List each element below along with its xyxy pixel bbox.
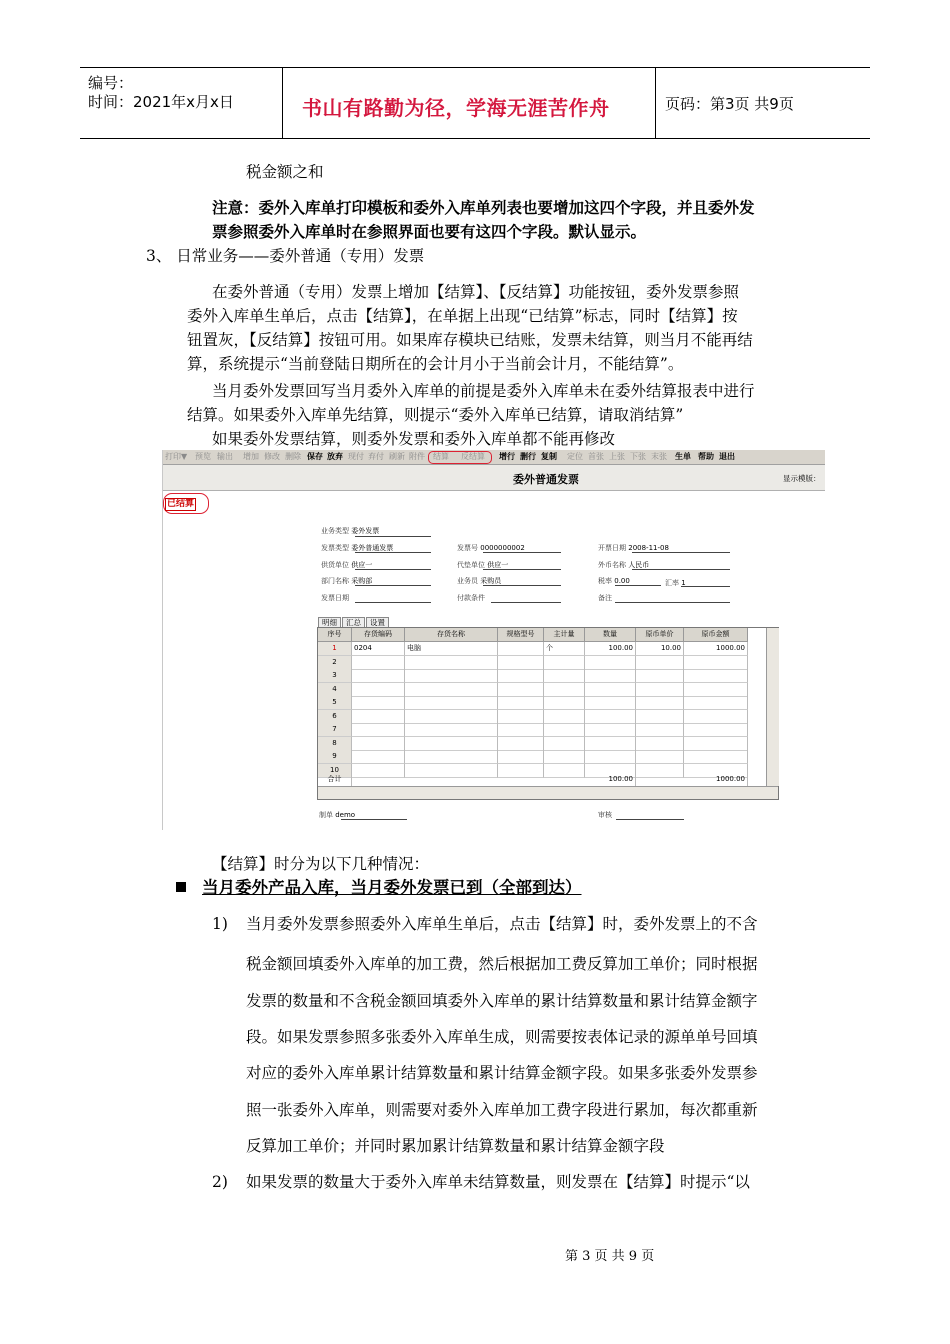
para1-line2: 委外入库单生单后，点击【结算】，在单据上出现“已结算”标志，同时【结算】按 (187, 307, 738, 325)
toolbar-generate[interactable]: 生单 (675, 452, 691, 461)
para3: 如果委外发票结算，则委外发票和委外入库单都不能再修改 (212, 430, 616, 448)
grid-cell-no[interactable]: 5 (318, 696, 352, 710)
field-tax: 税率 0.00 (598, 577, 630, 585)
toolbar-unsettle[interactable]: 反结算 (461, 452, 485, 461)
form-titlebar (163, 465, 825, 491)
toolbar-preview[interactable]: 预览 (195, 452, 211, 461)
grid-cell-name[interactable] (405, 683, 498, 697)
para2-line2: 结算。如果委外入库单先结算，则提示“委外入库单已结算，请取消结算” (187, 406, 684, 424)
grid-cell-unit[interactable] (544, 737, 585, 751)
grid-cell-spec[interactable] (498, 642, 544, 656)
tab-detail[interactable]: 明细 (318, 617, 341, 628)
col-header-name: 存货名称 (405, 628, 498, 642)
grid-cell-price[interactable] (636, 737, 684, 751)
serial-label: 编号： (88, 74, 134, 92)
bullet-square-icon (176, 882, 186, 892)
grid-cell-code[interactable] (352, 737, 405, 751)
grid-cell-spec[interactable] (498, 710, 544, 724)
grid-cell-unit[interactable] (544, 696, 585, 710)
grid-cell-no[interactable]: 4 (318, 683, 352, 697)
section-3-heading: 3、 日常业务——委外普通（专用）发票 (146, 247, 425, 265)
col-header-price: 原币单价 (636, 628, 684, 642)
grid-cell-amount[interactable] (684, 710, 748, 724)
grid-cell-code[interactable]: 0204 (352, 642, 405, 656)
toolbar-help[interactable]: 帮助 (698, 452, 714, 461)
grid-cell-qty[interactable] (585, 696, 636, 710)
invoice-screenshot (162, 450, 825, 830)
grid-cell-code[interactable] (352, 764, 405, 778)
para1-line1: 在委外普通（专用）发票上增加【结算】、【反结算】功能按钮，委外发票参照 (212, 283, 740, 301)
display-template-label[interactable]: 显示模版： (783, 474, 821, 483)
item1-line7: 反算加工单价；并同时累加累计结算数量和累计结算金额字段 (246, 1137, 665, 1155)
grid-cell-name[interactable] (405, 737, 498, 751)
item1-line2: 税金额回填委外入库单的加工费，然后根据加工费反算加工单价；同时根据 (246, 955, 758, 973)
form-title: 委外普通发票 (513, 473, 579, 486)
grid-cell-no[interactable]: 1 (318, 642, 352, 656)
toolbar-attach[interactable]: 附件 (409, 452, 425, 461)
time-label: 时间：2021年x月x日 (88, 93, 234, 111)
grid-cell-amount[interactable] (684, 683, 748, 697)
col-header-qty: 数量 (585, 628, 636, 642)
grid-cell-spec[interactable] (498, 669, 544, 683)
total-amount: 1000.00 (684, 773, 748, 786)
grid-cell-unit[interactable] (544, 750, 585, 764)
field-supplier: 供货单位 供应一 (321, 561, 373, 569)
item1-line1: 当月委外发票参照委外入库单生单后，点击【结算】时，委外发票上的不含 (246, 915, 758, 933)
toolbar-addrow[interactable]: 增行 (499, 452, 515, 461)
motto: 书山有路勤为径，学海无涯苦作舟 (302, 96, 610, 120)
grid-cell-amount[interactable] (684, 696, 748, 710)
header-right-cell (655, 68, 871, 138)
footer-page: 第 3 页 共 9 页 (565, 1249, 655, 1264)
field-agent: 代垫单位 供应一 (457, 561, 509, 569)
grid-cell-code[interactable] (352, 710, 405, 724)
toolbar-refresh[interactable]: 刷新 (389, 452, 405, 461)
grid-cell-unit[interactable] (544, 683, 585, 697)
field-open-date: 开票日期 2008-11-08 (598, 544, 669, 552)
grid-cell-unit[interactable] (544, 710, 585, 724)
grid-cell-spec[interactable] (498, 683, 544, 697)
field-currency: 外币名称 人民币 (598, 561, 650, 569)
grid-cell-price[interactable] (636, 656, 684, 670)
toolbar-edit[interactable]: 修改 (264, 452, 280, 461)
col-header-unit: 主计量 (544, 628, 585, 642)
grid-cell-price[interactable]: 10.00 (636, 642, 684, 656)
bullet-heading: 当月委外产品入库，当月委外发票已到（全部到达） (202, 878, 582, 897)
toolbar (163, 450, 825, 465)
para1-line3: 钮置灰，【反结算】按钮可用。如果库存模块已结账，发票未结算，则当月不能再结 (187, 331, 753, 349)
grid-cell-unit[interactable] (544, 723, 585, 737)
grid-cell-amount[interactable] (684, 737, 748, 751)
grid-cell-no[interactable]: 8 (318, 737, 352, 751)
item2-number: 2) (212, 1173, 228, 1191)
item1-line5: 对应的委外入库单累计结算数量和累计结算金额字段。如果多张委外发票参 (246, 1064, 758, 1082)
toolbar-print[interactable]: 打印▼ (165, 452, 188, 461)
col-header-code: 存货编码 (352, 628, 405, 642)
grid-cell-no[interactable]: 9 (318, 750, 352, 764)
grid-cell-no[interactable]: 2 (318, 656, 352, 670)
toolbar-save[interactable]: 保存 (307, 452, 323, 461)
grid-cell-no[interactable]: 10 (318, 764, 352, 778)
grid-cell-amount[interactable] (684, 669, 748, 683)
toolbar-copy[interactable]: 复制 (541, 452, 557, 461)
grid-cell-amount[interactable] (684, 723, 748, 737)
grid-cell-code[interactable] (352, 723, 405, 737)
header-left-cell (80, 68, 283, 138)
field-biz-type: 业务类型 委外发票 (321, 527, 380, 535)
grid-cell-code[interactable] (352, 696, 405, 710)
grid-cell-spec[interactable] (498, 764, 544, 778)
field-invoice-no: 发票号 0000000002 (457, 544, 525, 552)
grid-cell-name[interactable] (405, 656, 498, 670)
page-header (80, 67, 870, 139)
col-header-amount: 原币金额 (684, 628, 748, 642)
field-maker: 制单 demo (319, 811, 356, 819)
total-label: 合计 (318, 773, 352, 786)
grid-cell-name[interactable] (405, 764, 498, 778)
grid-cell-spec[interactable] (498, 723, 544, 737)
grid-cell-price[interactable] (636, 750, 684, 764)
toolbar-cashpay[interactable]: 现付 (348, 452, 364, 461)
grid-cell-name[interactable] (405, 710, 498, 724)
detail-grid (317, 627, 779, 800)
toolbar-next[interactable]: 下张 (630, 452, 646, 461)
grid-cell-unit[interactable] (544, 764, 585, 778)
grid-cell-no[interactable]: 6 (318, 710, 352, 724)
tab-summary[interactable]: 汇总 (342, 617, 365, 628)
grid-cell-no[interactable]: 7 (318, 723, 352, 737)
grid-cell-qty[interactable] (585, 669, 636, 683)
grid-cell-price[interactable] (636, 669, 684, 683)
grid-cell-qty[interactable] (585, 750, 636, 764)
grid-cell-qty[interactable] (585, 723, 636, 737)
settle-buttons-highlight (428, 451, 492, 464)
grid-cell-code[interactable] (352, 750, 405, 764)
field-pay-cond: 付款条件 (457, 594, 485, 602)
toolbar-abandon[interactable]: 放弃 (327, 452, 343, 461)
grid-cell-name[interactable]: 电脑 (405, 642, 498, 656)
field-clerk: 业务员 采购员 (457, 577, 502, 585)
toolbar-add[interactable]: 增加 (243, 452, 259, 461)
grid-cell-spec[interactable] (498, 750, 544, 764)
toolbar-prev[interactable]: 上张 (609, 452, 625, 461)
grid-cell-name[interactable] (405, 723, 498, 737)
field-rate: 汇率 1 (665, 579, 686, 587)
grid-cell-amount[interactable] (684, 656, 748, 670)
grid-cell-price[interactable] (636, 710, 684, 724)
grid-cell-qty[interactable] (585, 737, 636, 751)
grid-cell-price[interactable] (636, 696, 684, 710)
grid-cell-qty[interactable] (585, 710, 636, 724)
toolbar-last[interactable]: 末张 (651, 452, 667, 461)
toolbar-settle[interactable]: 结算 (433, 452, 449, 461)
toolbar-delrow[interactable]: 删行 (520, 452, 536, 461)
grid-cell-unit[interactable] (544, 669, 585, 683)
grid-cell-price[interactable] (636, 764, 684, 778)
grid-cell-qty[interactable] (585, 683, 636, 697)
page-info: 页码：第3页 共9页 (665, 95, 794, 113)
grid-cell-qty[interactable]: 100.00 (585, 642, 636, 656)
item2-line1: 如果发票的数量大于委外入库单未结算数量，则发票在【结算】时提示“以 (246, 1173, 750, 1191)
vertical-scrollbar[interactable] (766, 628, 779, 786)
horizontal-scrollbar[interactable] (318, 786, 778, 799)
toolbar-delete[interactable]: 删除 (285, 452, 301, 461)
grid-cell-price[interactable] (636, 723, 684, 737)
grid-cell-amount[interactable]: 1000.00 (684, 642, 748, 656)
item1-line6: 照一张委外入库单，则需要对委外入库单加工费字段进行累加，每次都重新 (246, 1101, 758, 1119)
settle-intro: 【结算】时分为以下几种情况： (212, 855, 430, 873)
field-ship-date: 发票日期 (321, 594, 349, 602)
toolbar-locate[interactable]: 定位 (567, 452, 583, 461)
grid-cell-name[interactable] (405, 750, 498, 764)
item1-number: 1) (212, 915, 228, 933)
grid-cell-code[interactable] (352, 669, 405, 683)
field-auditor: 审核 (598, 811, 612, 819)
grid-cell-code[interactable] (352, 683, 405, 697)
toolbar-output[interactable]: 输出 (217, 452, 233, 461)
grid-cell-unit[interactable]: 个 (544, 642, 585, 656)
para2-line1: 当月委外发票回写当月委外入库单的前提是委外入库单未在委外结算报表中进行 (212, 382, 755, 400)
grid-cell-name[interactable] (405, 669, 498, 683)
grid-cell-qty[interactable] (585, 656, 636, 670)
text-tax-sum: 税金额之和 (246, 163, 324, 181)
grid-cell-spec[interactable] (498, 656, 544, 670)
settled-stamp: 已结算 (167, 499, 195, 509)
toolbar-abortpay[interactable]: 弃付 (368, 452, 384, 461)
note-line-2: 票参照委外入库单时在参照界面也要有这四个字段。默认显示。 (212, 222, 647, 241)
field-dept: 部门名称 采购部 (321, 577, 373, 585)
col-header-no: 序号 (318, 628, 352, 642)
note-line-1: 注意：委外入库单打印模板和委外入库单列表也要增加这四个字段，并且委外发 (212, 198, 755, 217)
col-header-spec: 规格型号 (498, 628, 544, 642)
toolbar-first[interactable]: 首张 (588, 452, 604, 461)
grid-cell-unit[interactable] (544, 656, 585, 670)
item1-line4: 段。如果发票参照多张委外入库单生成，则需要按表体记录的源单单号回填 (246, 1028, 758, 1046)
grid-cell-code[interactable] (352, 656, 405, 670)
toolbar-exit[interactable]: 退出 (719, 452, 735, 461)
tab-settings[interactable]: 设置 (366, 617, 389, 628)
total-qty: 100.00 (585, 773, 636, 786)
item1-line3: 发票的数量和不含税金额回填委外入库单的累计结算数量和累计结算金额字 (246, 992, 758, 1010)
field-invoice-type: 发票类型 委外普通发票 (321, 544, 394, 552)
grid-cell-amount[interactable] (684, 750, 748, 764)
grid-cell-name[interactable] (405, 696, 498, 710)
grid-cell-spec[interactable] (498, 696, 544, 710)
field-remark: 备注 (598, 594, 612, 602)
grid-cell-spec[interactable] (498, 737, 544, 751)
grid-cell-price[interactable] (636, 683, 684, 697)
para1-line4: 算，系统提示“当前登陆日期所在的会计月小于当前会计月，不能结算”。 (187, 355, 684, 373)
grid-cell-no[interactable]: 3 (318, 669, 352, 683)
